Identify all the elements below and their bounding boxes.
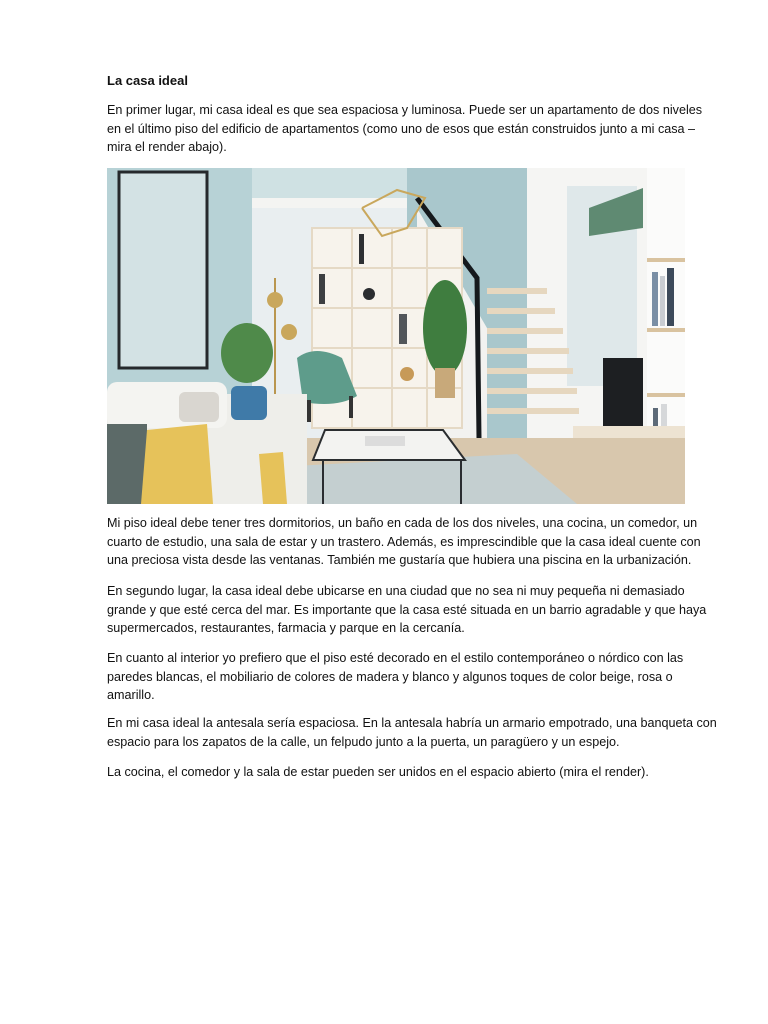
paragraph-entrance: En mi casa ideal la antesala sería espaciosa. En la antesala habría un armario empotrado, una banqueta con espacio para los zapatos de la calle, un felpudo junto a la puerta, un paragüero y un espejo.: [107, 716, 717, 749]
paragraph-rooms: Mi piso ideal debe tener tres dormitorios, un baño en cada de los dos niveles, una cocina, un comedor, un cuarto de estudio, una sala de estar y un trastero. Además, es imprescindible que la casa ideal cuente con una preciosa vista desde las ventanas. También me gustaría que hubiera una piscina en la urbanización.: [107, 516, 701, 567]
paragraph-intro: En primer lugar, mi casa ideal es que sea espaciosa y luminosa. Puede ser un apartamento de dos niveles en el último piso del edificio de apartamentos (como uno de esos que están construidos junto a mi casa – mira el render abajo).: [107, 103, 703, 154]
paragraph-interior: En cuanto al interior yo prefiero que el piso esté decorado en el estilo contemporáneo o nórdico con las paredes blancas, el mobiliario de colores de madera y blanco y algunos toques de color beige, rosa o amarillo.: [107, 651, 684, 702]
document-title: La casa ideal: [107, 73, 188, 88]
paragraph-location: En segundo lugar, la casa ideal debe ubicarse en una ciudad que no sea ni muy pequeña ni demasiado grande y que esté cerca del mar. Es importante que la casa esté situada en un barrio agradable y que haya supermercados, restaurantes, farmacia y parque en la cercanía.: [107, 584, 707, 635]
paragraph-open-space: La cocina, el comedor y la sala de estar pueden ser unidos en el espacio abierto (mira el render).: [107, 765, 649, 779]
interior-render-image: [107, 168, 685, 504]
